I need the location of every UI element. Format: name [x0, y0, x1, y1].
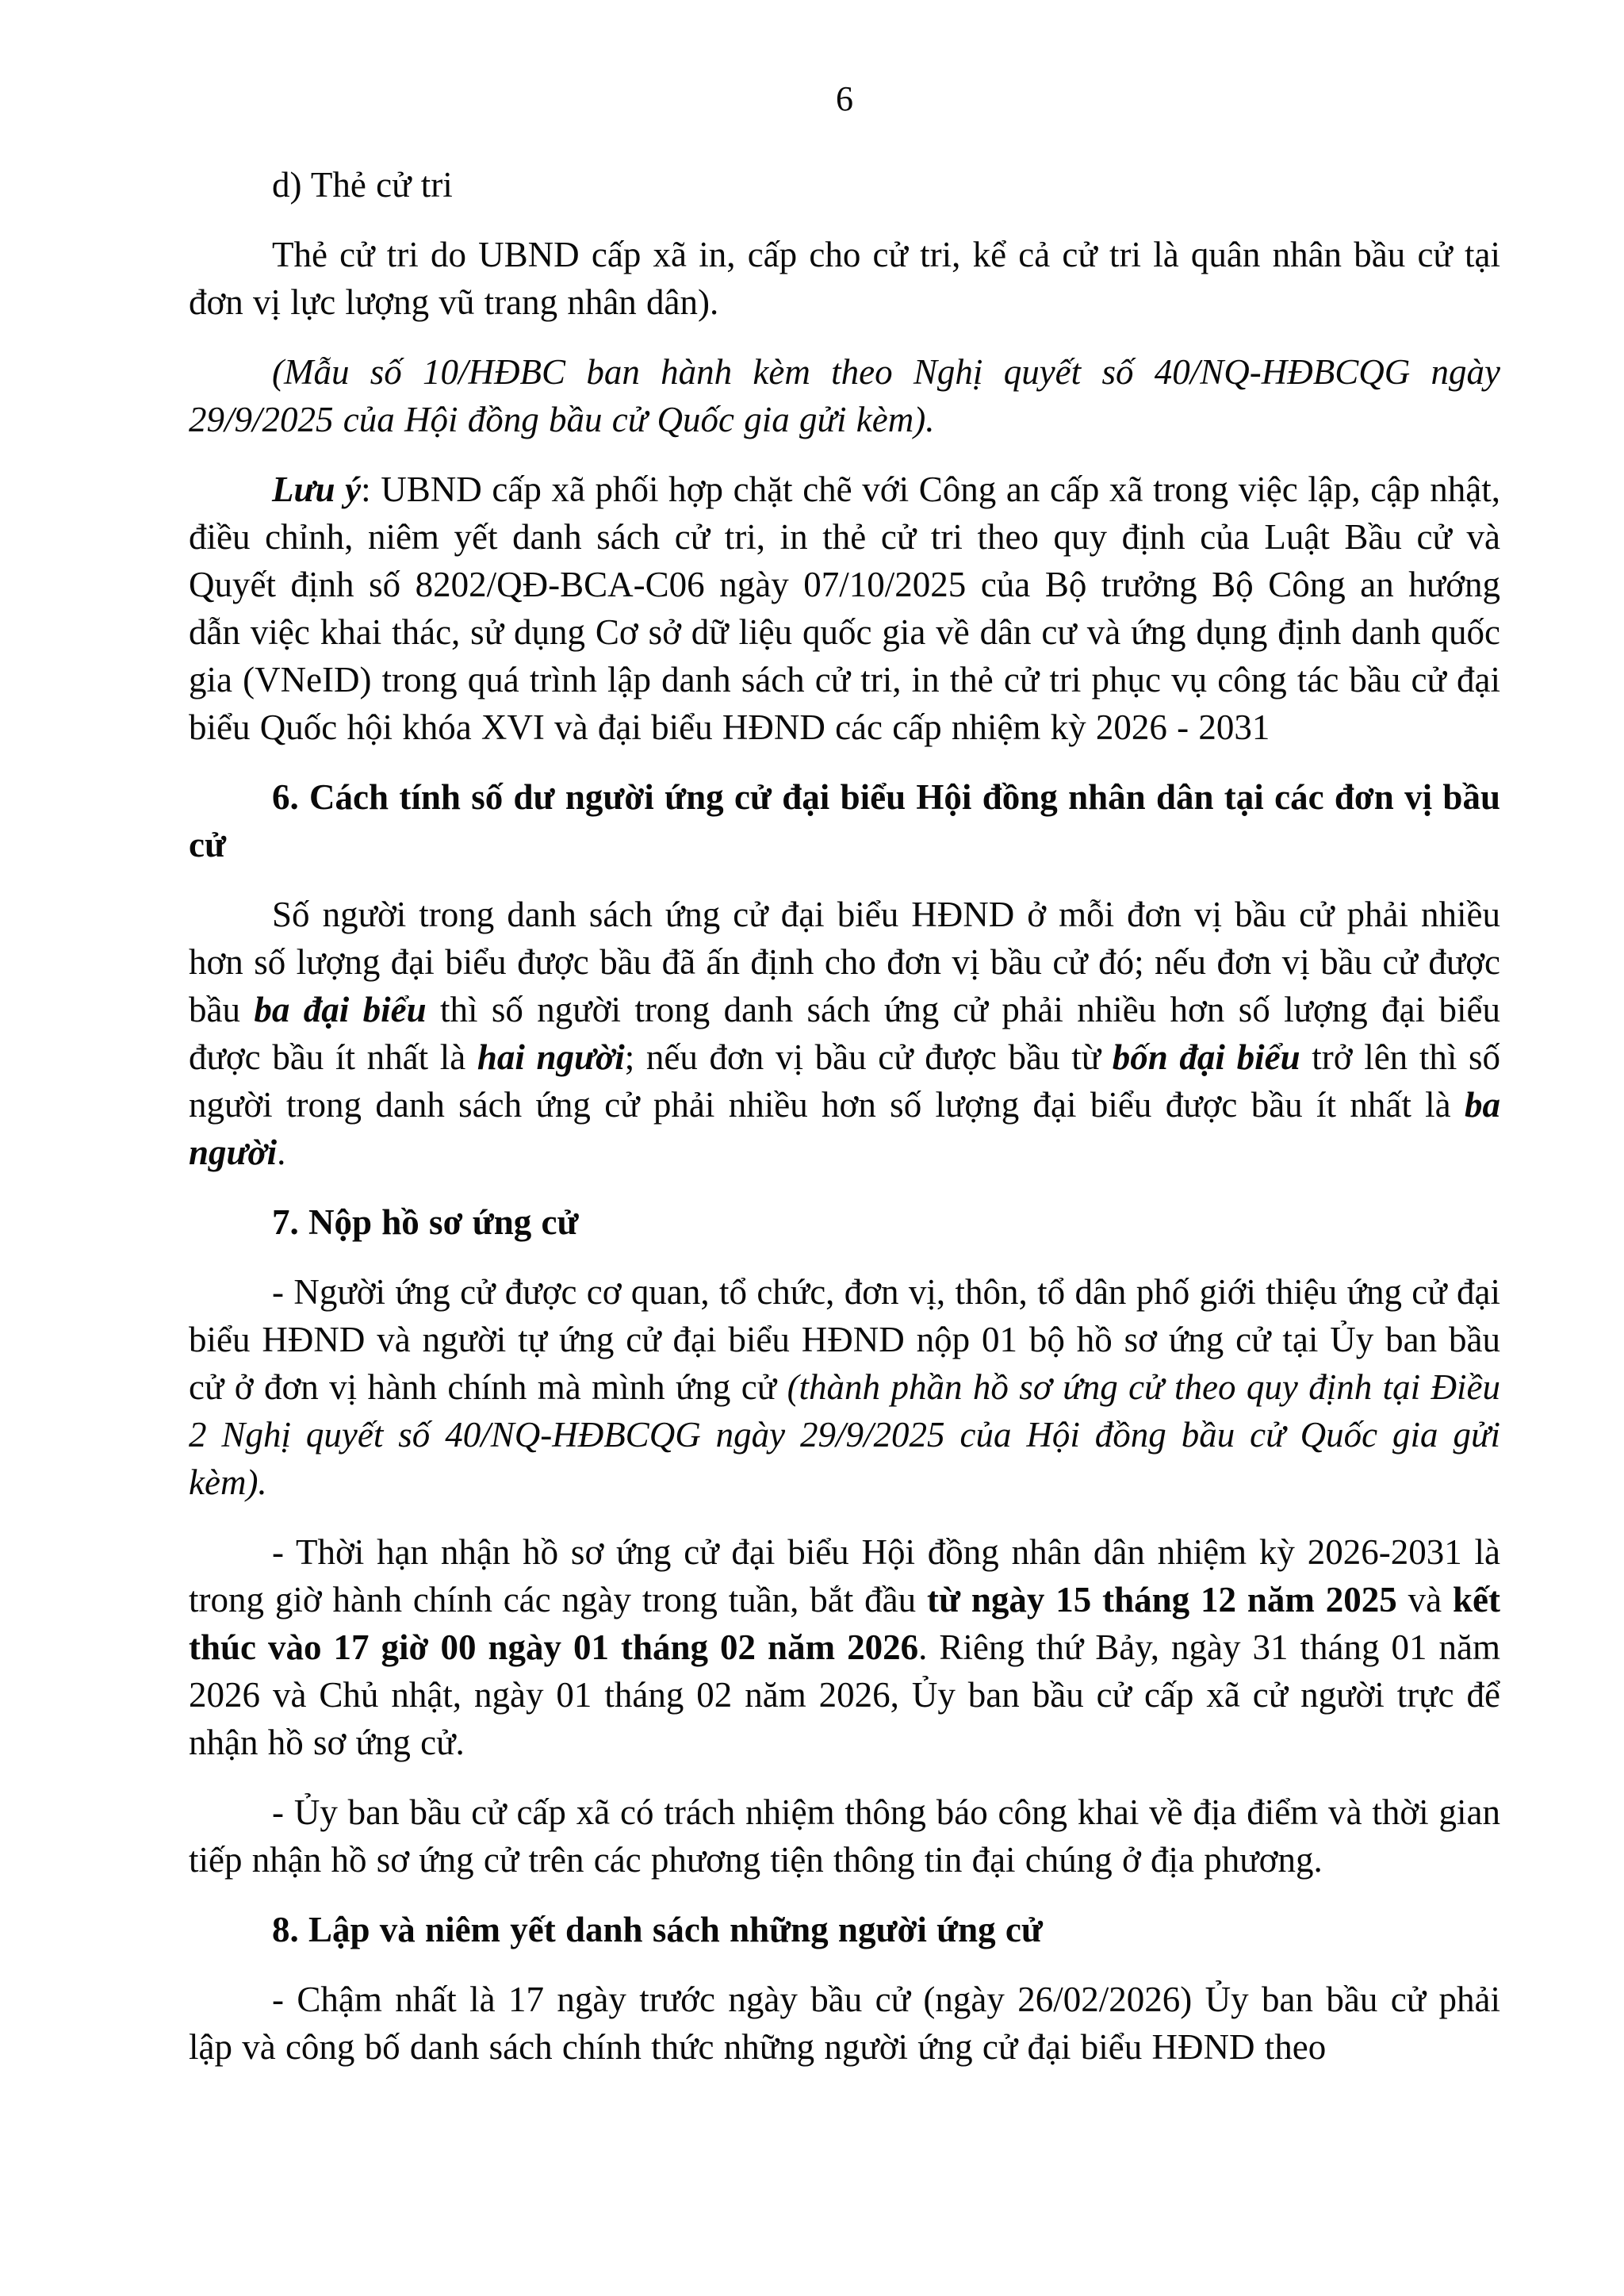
- para-the-cu-tri-issuance: [189, 231, 1500, 326]
- text-run: : UBND cấp xã phối hợp chặt chẽ với Công an cấp xã trong việc lập, cập nhật, điều chỉnh, niêm yết danh sách cử tri, in thẻ cử tri theo quy định của Luật Bầu cử và Quyết định số 8202/QĐ-BCA-C06 ngày 07/10/2025 của Bộ trưởng Bộ Công an hướng dẫn việc khai thác, sử dụng Cơ sở dữ liệu quốc gia về dân cư và ứng dụng định danh quốc gia (VNeID) trong quá trình lập danh sách cử tri, in thẻ cử tri phục vụ công tác bầu cử đại biểu Quốc hội khóa XVI và đại biểu HĐND các cấp nhiệm kỳ 2026 - 2031: [189, 470, 1500, 747]
- para-thong-bao-cong-khai: [189, 1788, 1500, 1884]
- text-run: và: [1396, 1580, 1453, 1619]
- text-run: Số người trong danh sách ứng cử đại biểu HĐND ở mỗi đơn vị bầu cử phải nhiều hơn số lượng đại biểu được bầu đã ấn định cho đơn vị bầu cử đó; nếu đơn vị bầu cử được bầu: [189, 895, 1500, 1029]
- text-run: - Người ứng cử được cơ quan, tổ chức, đơn vị, thôn, tổ dân phố giới thiệu ứng cử đại biểu HĐND và người tự ứng cử đại biểu HĐND nộp 01 bộ hồ sơ ứng cử tại Ủy ban bầu cử ở đơn vị hành chính mà mình ứng cử: [189, 1272, 1500, 1407]
- text-run: ; nếu đơn vị bầu cử được bầu từ: [624, 1037, 1113, 1077]
- text-run: bốn đại biểu: [1112, 1037, 1300, 1077]
- text-run: thì số người trong danh sách ứng cử phải nhiều hơn số lượng đại biểu được bầu ít nhất là: [189, 990, 1501, 1077]
- text-run: hai người: [477, 1037, 625, 1077]
- text-run: d) Thẻ cử tri: [272, 165, 453, 205]
- text-run: (Mẫu số 10/HĐBC ban hành kèm theo Nghị quyết số 40/NQ-HĐBCQG ngày 29/9/2025 của Hội đồng bầu cử Quốc gia gửi kèm).: [189, 352, 1500, 439]
- text-run: .: [277, 1133, 286, 1172]
- text-run: ba người: [189, 1085, 1500, 1172]
- para-lap-cong-bo-danh-sach: [189, 1976, 1500, 2071]
- text-run: - Ủy ban bầu cử cấp xã có trách nhiệm thông báo công khai về địa điểm và thời gian tiếp nhận hồ sơ ứng cử trên các phương tiện thông tin đại chúng ở địa phương.: [189, 1792, 1500, 1880]
- text-run: từ ngày 15 tháng 12 năm 2025: [926, 1580, 1397, 1619]
- text-run: ba đại biểu: [254, 990, 427, 1029]
- text-run: - Thời hạn nhận hồ sơ ứng cử đại biểu Hội đồng nhân dân nhiệm kỳ 2026-2031 là trong giờ hành chính các ngày trong tuần, bắt đầu: [189, 1532, 1500, 1619]
- page-number: 6: [836, 79, 853, 118]
- para-nop-ho-so-gioi-thieu: [189, 1268, 1500, 1506]
- text-run: . Riêng thứ Bảy, ngày 31 tháng 01 năm 2026 và Chủ nhật, ngày 01 tháng 02 năm 2026, Ủy ban bầu cử cấp xã cử người trực để nhận hồ sơ ứng cử.: [189, 1627, 1500, 1762]
- text-run: (thành phần hồ sơ ứng cử theo quy định tại Điều 2 Nghị quyết số 40/NQ-HĐBCQG ngày 29/9/2025 của Hội đồng bầu cử Quốc gia gửi kèm).: [189, 1367, 1500, 1502]
- heading-section-6: [189, 773, 1500, 868]
- text-run: 7. Nộp hồ sơ ứng cử: [272, 1202, 579, 1242]
- para-luu-y: [189, 466, 1500, 751]
- text-run: Lưu ý: [272, 470, 362, 509]
- text-run: 8. Lập và niêm yết danh sách những người ứng cử: [272, 1910, 1043, 1949]
- para-d-the-cu-tri: [189, 161, 1500, 209]
- para-cach-tinh-so-du: [189, 891, 1500, 1176]
- text-run: 6. Cách tính số dư người ứng cử đại biểu Hội đồng nhân dân tại các đơn vị bầu cử: [189, 777, 1500, 864]
- para-thoi-han-nhan-ho-so: [189, 1528, 1500, 1766]
- para-mau-so-note: [189, 348, 1500, 443]
- heading-section-7: [189, 1198, 1500, 1246]
- heading-section-8: [189, 1906, 1500, 1953]
- text-run: kết thúc vào 17 giờ 00 ngày 01 tháng 02 năm 2026: [189, 1580, 1500, 1667]
- text-run: - Chậm nhất là 17 ngày trước ngày bầu cử (ngày 26/02/2026) Ủy ban bầu cử phải lập và công bố danh sách chính thức những người ứng cử đại biểu HĐND theo: [189, 1980, 1500, 2067]
- text-run: trở lên thì số người trong danh sách ứng cử phải nhiều hơn số lượng đại biểu được bầu ít nhất là: [189, 1037, 1500, 1125]
- text-run: Thẻ cử tri do UBND cấp xã in, cấp cho cử tri, kể cả cử tri là quân nhân bầu cử tại đơn vị lực lượng vũ trang nhân dân).: [189, 235, 1500, 322]
